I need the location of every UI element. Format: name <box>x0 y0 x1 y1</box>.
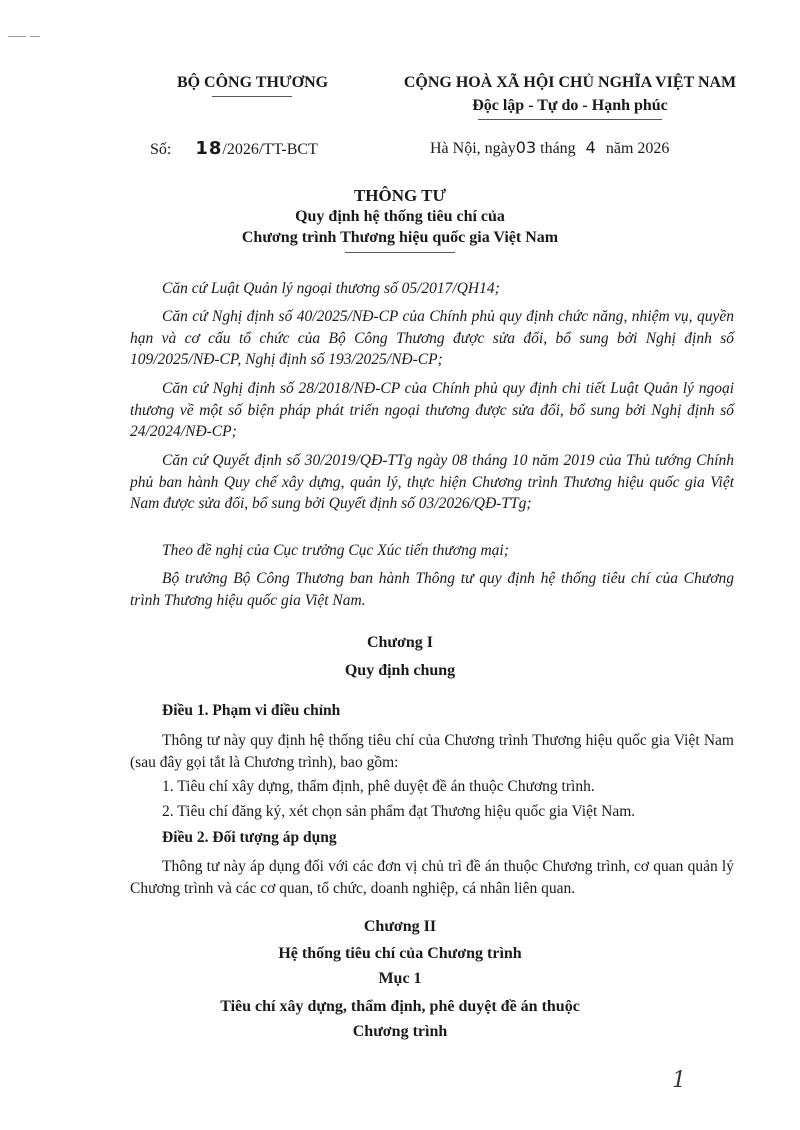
preamble-item: Căn cứ Nghị định số 28/2018/NĐ-CP của Chính phủ quy định chi tiết Luật Quản lý ngoại thương về một số biện pháp phát triển ngoại thương được sửa đổi, bổ sung bởi Nghị định số 24/2024/NĐ-CP; <box>130 380 734 440</box>
chapter-2-name: Hệ thống tiêu chí của Chương trình <box>278 945 522 962</box>
scan-mark <box>30 36 40 37</box>
document-number <box>150 138 318 159</box>
motto-underline <box>478 119 662 120</box>
number-suffix: /2026/TT-BCT <box>222 141 318 158</box>
issue-date <box>430 138 669 158</box>
scan-mark <box>8 36 26 37</box>
section-1-title-line-1: Tiêu chí xây dựng, thẩm định, phê duyệt đề án thuộc <box>220 998 580 1015</box>
page-number: 1 <box>672 1068 686 1093</box>
number-prefix: Số: <box>150 141 172 158</box>
chapter-1-name: Quy định chung <box>344 662 456 679</box>
preamble-item: Căn cứ Quyết định số 30/2019/QĐ-TTg ngày 08 tháng 10 năm 2019 của Thủ tướng Chính phủ ban hành Quy chế xây dựng, quản lý, thực hiện Chương trình Thương hiệu quốc gia Việt Nam được sửa đổi, bổ sung bởi Quyết định số 03/2026/QĐ-TTg; <box>130 452 734 512</box>
article-1-item-1: 1. Tiêu chí xây dựng, thẩm định, phê duyệt đề án thuộc Chương trình. <box>162 778 595 795</box>
article-1-intro: Thông tư này quy định hệ thống tiêu chí của Chương trình Thương hiệu quốc gia Việt Nam (sau đây gọi tắt là Chương trình), bao gồm: <box>130 732 734 771</box>
title-underline <box>345 252 455 253</box>
country-name: CỘNG HOÀ XÃ HỘI CHỦ NGHĨA VIỆT NAM <box>403 74 737 91</box>
preamble-item: Bộ trưởng Bộ Công Thương ban hành Thông tư quy định hệ thống tiêu chí của Chương trình Thương hiệu quốc gia Việt Nam. <box>130 570 734 609</box>
date-prefix: Hà Nội, ngày <box>430 140 516 157</box>
ministry-name: BỘ CÔNG THƯƠNG <box>176 74 329 91</box>
section-1-label: Mục 1 <box>378 970 422 987</box>
national-motto: Độc lập - Tự do - Hạnh phúc <box>472 97 668 114</box>
article-2-text: Thông tư này áp dụng đối với các đơn vị chủ trì đề án thuộc Chương trình, cơ quan quản lý Chương trình và các cơ quan, tổ chức, doanh nghiệp, cá nhân liên quan. <box>130 858 734 897</box>
preamble-item: Căn cứ Nghị định số 40/2025/NĐ-CP của Chính phủ quy định chức năng, nhiệm vụ, quyền hạn và cơ cấu tổ chức của Bộ Công Thương được sửa đổi, bổ sung bởi Nghị định số 109/2025/NĐ-CP, Nghị định số 193/2025/NĐ-CP; <box>130 308 734 368</box>
month-label: tháng <box>540 140 576 157</box>
article-1-heading: Điều 1. Phạm vi điều chỉnh <box>162 702 341 719</box>
month-handwritten: 4 <box>585 138 596 157</box>
ministry-underline <box>212 96 292 97</box>
section-1-title-line-2: Chương trình <box>352 1023 448 1040</box>
number-handwritten: 18 <box>195 138 223 159</box>
year-text: năm 2026 <box>605 140 670 157</box>
chapter-2-label: Chương II <box>363 918 437 935</box>
article-1-item-2: 2. Tiêu chí đăng ký, xét chọn sản phẩm đạt Thương hiệu quốc gia Việt Nam. <box>162 803 636 820</box>
preamble-item: Theo đề nghị của Cục trưởng Cục Xúc tiến thương mại; <box>162 542 509 559</box>
document-type: THÔNG TƯ <box>353 186 447 205</box>
article-2-heading: Điều 2. Đối tượng áp dụng <box>162 829 337 846</box>
preamble-item: Căn cứ Luật Quản lý ngoại thương số 05/2017/QH14; <box>162 280 500 297</box>
title-line-2: Chương trình Thương hiệu quốc gia Việt Nam <box>241 229 559 246</box>
title-line-1: Quy định hệ thống tiêu chí của <box>295 208 505 225</box>
day-handwritten: 03 <box>515 138 537 157</box>
chapter-1-label: Chương I <box>366 634 434 651</box>
